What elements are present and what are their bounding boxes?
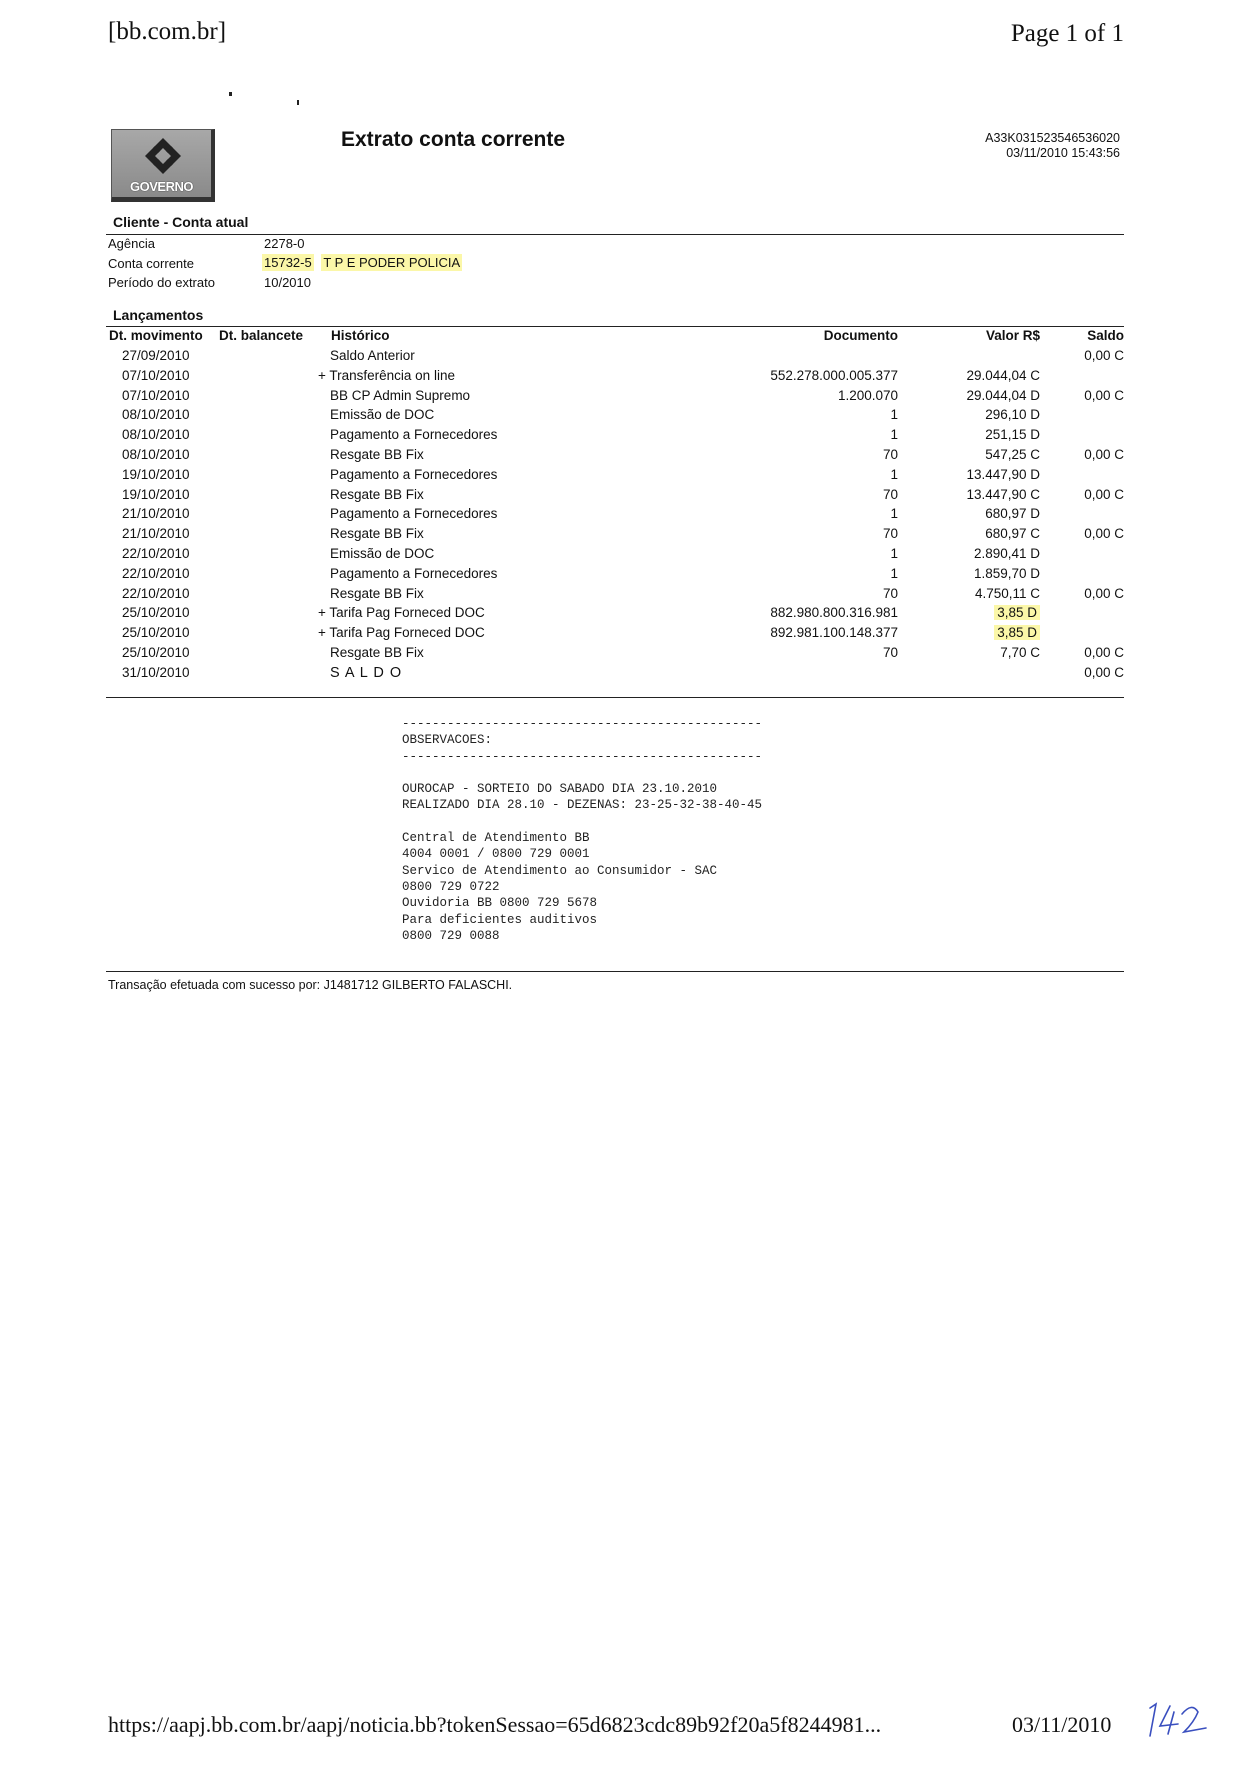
cell-historico: + Transferência on line [318,367,455,383]
cell-historico: Emissão de DOC [330,546,435,561]
table-row [106,427,1124,447]
cell-date: 21/10/2010 [122,526,190,542]
cell-historico: Resgate BB Fix [330,585,424,601]
cell-historico: Pagamento a Fornecedores [330,427,498,443]
cell-historico: Saldo Anterior [330,348,415,363]
cell-valor: 3,85 D [994,605,1040,620]
account-number: 15732-5 [264,255,312,270]
col-header-valor: Valor R$ [985,328,1040,343]
observation-line: Servico de Atendimento ao Consumidor - SAC [402,863,718,878]
table-row [106,625,1124,645]
cell-date: 31/10/2010 [122,664,190,680]
account-label: Conta corrente [108,256,194,271]
divider [106,697,1124,698]
cell-date: 25/10/2010 [122,605,190,621]
divider [106,234,1124,235]
cell-historico: S A L D O [330,664,403,681]
cell-documento: 1.200.070 [837,387,898,403]
cell-historico: BB CP Admin Supremo [330,387,471,403]
table-row [106,665,1124,685]
page-title: Extrato conta corrente [341,128,566,151]
cell-valor: 1.859,70 D [973,565,1040,581]
observation-line: 0800 729 0722 [402,879,500,894]
observations-block [402,716,762,944]
period-label: Período do extrato [108,275,215,290]
cell-documento: 70 [882,447,898,462]
cell-date: 25/10/2010 [122,645,190,660]
cell-valor: 13.447,90 C [966,486,1040,502]
scan-speck [297,100,299,105]
cell-date: 25/10/2010 [122,625,190,641]
cell-documento: 1 [890,466,898,482]
handwritten-page-number [1142,1698,1212,1747]
observation-line: ------------------------------------------------ [402,749,763,764]
logo-text: GOVERNO [130,179,193,194]
document-code: A33K031523546536020 [985,131,1120,145]
observation-line [402,814,762,830]
cell-valor: 13.447,90 D [966,466,1040,482]
cell-saldo: 0,00 C [1084,447,1124,462]
site-tag: [bb.com.br] [108,18,227,45]
table-row [106,487,1124,507]
cell-historico: Resgate BB Fix [330,645,424,660]
cell-documento: 882.980.800.316.981 [770,605,898,621]
divider [106,971,1124,972]
col-header-documento: Documento [823,328,898,343]
cell-valor: 680,97 C [985,526,1040,542]
table-row [106,348,1124,368]
cell-date: 27/09/2010 [122,348,190,363]
observation-line: 0800 729 0088 [402,928,500,943]
agency-label: Agência [108,236,155,251]
page-indicator: Page 1 of 1 [1010,20,1124,47]
cell-valor: 3,85 D [994,625,1040,640]
entries-section-title: Lançamentos [113,307,204,323]
cell-historico: Resgate BB Fix [330,447,424,462]
cell-valor: 29.044,04 D [966,387,1040,403]
cell-documento: 1 [890,407,898,423]
observation-line: REALIZADO DIA 28.10 - DEZENAS: 23-25-32-38-40-45 [402,798,763,813]
table-row [106,407,1124,427]
cell-documento: 1 [890,427,898,443]
cell-historico: Pagamento a Fornecedores [330,466,498,482]
cell-saldo: 0,00 C [1084,585,1124,601]
observation-line: 4004 0001 / 0800 729 0001 [402,847,590,862]
cell-documento: 70 [882,585,898,601]
cell-valor: 7,70 C [1000,645,1040,660]
cell-documento: 70 [882,526,898,542]
cell-date: 21/10/2010 [122,506,190,522]
table-row [106,566,1124,586]
cell-historico: Resgate BB Fix [330,486,424,502]
table-row [106,546,1124,566]
cell-valor: 296,10 D [985,407,1040,423]
period-value: 10/2010 [264,275,311,290]
table-row [106,605,1124,625]
cell-documento: 1 [890,565,898,581]
col-header-dt-movimento: Dt. movimento [109,328,203,343]
account-value-wrap [262,255,462,270]
table-row [106,526,1124,546]
cell-saldo: 0,00 C [1084,387,1124,403]
cell-date: 08/10/2010 [122,407,190,423]
cell-date: 22/10/2010 [122,585,190,601]
cell-saldo: 0,00 C [1084,486,1124,502]
handwritten-number-image [1142,1698,1212,1742]
cell-saldo: 0,00 C [1084,348,1124,363]
cell-valor: 4.750,11 C [974,585,1040,601]
table-row [106,586,1124,606]
document-datetime: 03/11/2010 15:43:56 [1006,146,1120,160]
observation-line: Central de Atendimento BB [402,831,590,846]
footer-url: https://aapj.bb.com.br/aapj/noticia.bb?tokenSessao=65d6823cdc89b92f20a5f8244981... [108,1712,882,1737]
cell-documento: 892.981.100.148.377 [770,625,898,641]
cell-historico: + Tarifa Pag Forneced DOC [318,625,485,641]
cell-valor: 251,15 D [985,427,1040,443]
cell-historico: + Tarifa Pag Forneced DOC [318,605,485,621]
table-row [106,447,1124,467]
observation-line: OBSERVACOES: [402,733,493,748]
observation-line: ------------------------------------------------ [402,717,763,731]
cell-date: 19/10/2010 [122,486,190,502]
client-section-title: Cliente - Conta atual [113,214,249,230]
cell-valor: 547,25 C [985,447,1040,462]
cell-documento: 1 [890,546,898,561]
cell-saldo: 0,00 C [1084,645,1124,660]
cell-date: 07/10/2010 [122,387,190,403]
cell-saldo: 0,00 C [1084,526,1124,542]
account-holder: T P E PODER POLICIA [323,255,461,270]
bank-logo [111,129,215,202]
cell-date: 19/10/2010 [122,466,190,482]
cell-valor: 2.890,41 D [973,546,1040,561]
observation-line: Para deficientes auditivos [402,912,598,927]
table-row [106,388,1124,408]
cell-historico: Pagamento a Fornecedores [330,506,498,522]
table-row [106,506,1124,526]
cell-documento: 70 [882,645,898,660]
cell-date: 22/10/2010 [122,565,190,581]
cell-date: 07/10/2010 [122,367,190,383]
cell-valor: 680,97 D [985,506,1040,522]
document-id [985,131,1120,161]
cell-date: 08/10/2010 [122,427,190,443]
divider [106,326,1124,327]
col-header-dt-balancete: Dt. balancete [219,328,304,343]
table-row [106,467,1124,487]
col-header-saldo: Saldo [1087,328,1124,343]
col-header-historico: Histórico [331,328,390,343]
cell-historico: Pagamento a Fornecedores [330,565,498,581]
cell-historico: Resgate BB Fix [330,526,424,542]
observation-line [402,765,762,781]
cell-historico: Emissão de DOC [330,407,435,423]
cell-documento: 552.278.000.005.377 [770,367,898,383]
footer-date: 03/11/2010 [1012,1712,1112,1737]
table-row [106,645,1124,665]
cell-date: 22/10/2010 [122,546,190,561]
cell-documento: 1 [890,506,898,522]
agency-value: 2278-0 [264,236,305,251]
bb-logo-icon [143,136,183,176]
transaction-status: Transação efetuada com sucesso por: J1481712 GILBERTO FALASCHI. [108,978,513,992]
cell-valor: 29.044,04 C [966,367,1040,383]
observation-line: Ouvidoria BB 0800 729 5678 [402,896,598,911]
cell-date: 08/10/2010 [122,447,190,462]
cell-saldo: 0,00 C [1084,664,1124,680]
scan-speck [229,92,232,96]
cell-documento: 70 [882,486,898,502]
observation-line: OUROCAP - SORTEIO DO SABADO DIA 23.10.2010 [402,782,718,797]
table-row [106,368,1124,388]
